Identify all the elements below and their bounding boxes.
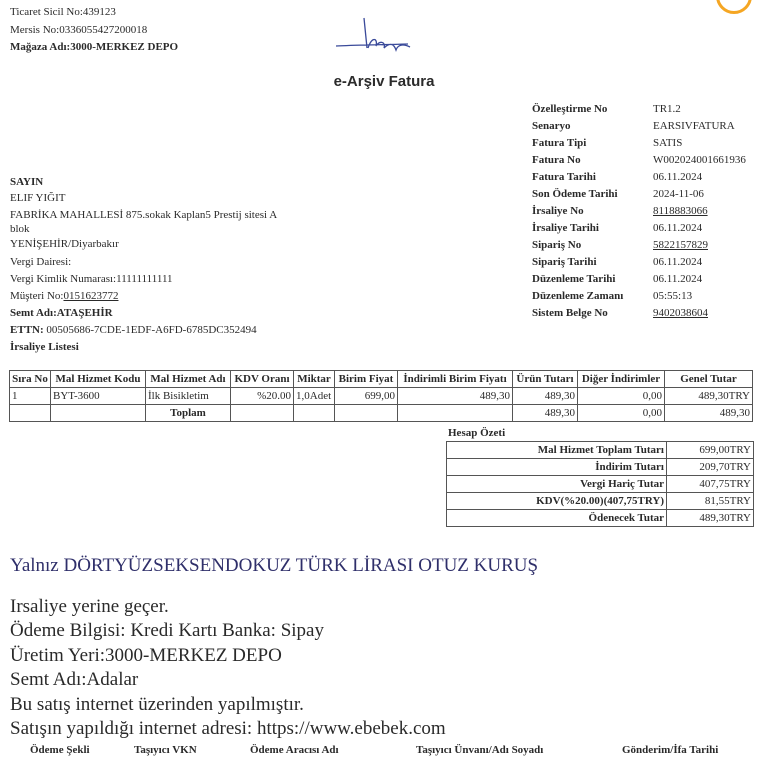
signature-icon [334, 14, 414, 58]
info-row [532, 154, 768, 171]
col-mal-hizmet-kodu: Mal Hizmet Kodu [51, 371, 146, 388]
summary-row: Ödenecek Tutar 489,30TRY [447, 510, 754, 527]
col-diger-indirimler: Diğer İndirimler [578, 371, 665, 388]
info-label: Düzenleme Tarihi [532, 273, 616, 285]
note-line: Semt Adı:Adalar [10, 669, 139, 690]
info-value: 2024-11-06 [653, 188, 704, 200]
info-label: Fatura Tipi [532, 137, 587, 149]
note-line-website[interactable]: Satışın yapıldığı internet adresi: https://www.ebebek.com [10, 718, 446, 739]
info-row [532, 205, 768, 222]
info-value: 06.11.2024 [653, 256, 703, 268]
footer-col-tasiyici-vkn: Taşıyıcı VKN [134, 744, 197, 756]
info-value: 06.11.2024 [653, 273, 703, 285]
cell-miktar: 1,0Adet [294, 388, 335, 405]
info-label: Son Ödeme Tarihi [532, 188, 618, 200]
info-row [532, 290, 768, 307]
info-value: W002024001661936 [653, 154, 746, 166]
total-genel-tutar: 489,30 [665, 405, 753, 422]
cell-urun-tutari: 489,30 [513, 388, 578, 405]
mersis-no: Mersis No:0336055427200018 [10, 24, 148, 36]
document-title: e-Arşiv Fatura [333, 73, 435, 90]
info-value: TR1.2 [653, 103, 681, 115]
summary-row: Vergi Hariç Tutar 407,75TRY [447, 476, 754, 493]
sayin-label: SAYIN [10, 176, 44, 188]
magaza-adi: Mağaza Adı:3000-MERKEZ DEPO [10, 41, 179, 53]
hesap-ozeti-title: Hesap Özeti [448, 427, 506, 439]
cell-indirimli-birim-fiyat: 489,30 [398, 388, 513, 405]
note-line: Bu satış internet üzerinden yapılmıştır. [10, 694, 304, 715]
customer-address: FABRİKA MAHALLESİ 875.sokak Kaplan5 Prestij sitesi A [10, 209, 278, 221]
info-row [532, 222, 768, 239]
customer-address-cont: blok [10, 223, 30, 235]
note-line: Ödeme Bilgisi: Kredi Kartı Banka: Sipay [10, 620, 324, 641]
summary-row: Mal Hizmet Toplam Tutarı 699,00TRY [447, 442, 754, 459]
ettn: ETTN: 00505686-7CDE-1EDF-A6FD-6785DC352494 [10, 324, 257, 336]
col-urun-tutari: Ürün Tutarı [513, 371, 578, 388]
note-line: Üretim Yeri:3000-MERKEZ DEPO [10, 645, 282, 666]
total-diger-indirimler: 0,00 [578, 405, 665, 422]
info-row [532, 307, 768, 324]
col-miktar: Miktar [294, 371, 335, 388]
semt-adi: Semt Adı:ATAŞEHİR [10, 307, 113, 319]
info-value: EARSIVFATURA [653, 120, 735, 132]
footer-col-odeme-araci: Ödeme Aracısı Adı [250, 744, 339, 756]
info-row [532, 188, 768, 205]
col-genel-tutar: Genel Tutar [665, 371, 753, 388]
info-row [532, 239, 768, 256]
irsaliye-listesi: İrsaliye Listesi [10, 341, 79, 353]
cell-birim-fiyat: 699,00 [335, 388, 398, 405]
info-row [532, 171, 768, 188]
amount-in-words: Yalnız DÖRTYÜZSEKSENDOKUZ TÜRK LİRASI OTUZ KURUŞ [10, 555, 539, 576]
info-label: Özelleştirme No [532, 103, 608, 115]
info-row [532, 256, 768, 273]
customer-name: ELIF YIĞIT [10, 192, 66, 204]
info-row [532, 273, 768, 290]
ticaret-sicil: Ticaret Sicil No:439123 [10, 6, 116, 18]
info-label: Fatura No [532, 154, 581, 166]
footer-col-odeme-sekli: Ödeme Şekli [30, 744, 90, 756]
footer-col-tasiyici-unvani: Taşıyıcı Ünvanı/Adı Soyadı [416, 744, 544, 756]
info-value: 06.11.2024 [653, 222, 703, 234]
info-label: Düzenleme Zamanı [532, 290, 624, 302]
info-value: 05:55:13 [653, 290, 693, 302]
items-table-header [10, 371, 753, 388]
logo-icon [716, 0, 752, 14]
col-sira-no: Sıra No [10, 371, 51, 388]
cell-genel-tutar: 489,30TRY [665, 388, 753, 405]
total-urun-tutari: 489,30 [513, 405, 578, 422]
info-label: Sipariş No [532, 239, 582, 251]
info-value-link[interactable]: 8118883066 [653, 205, 708, 217]
info-row [532, 137, 768, 154]
info-label: Sipariş Tarihi [532, 256, 597, 268]
customer-city: YENİŞEHİR/Diyarbakır [10, 238, 119, 250]
summary-row: İndirim Tutarı 209,70TRY [447, 459, 754, 476]
cell-mal-hizmet-kodu: BYT-3600 [51, 388, 146, 405]
vergi-dairesi: Vergi Dairesi: [10, 256, 72, 268]
col-mal-hizmet-adi: Mal Hizmet Adı [146, 371, 231, 388]
col-indirimli-birim-fiyat: İndirimli Birim Fiyatı [398, 371, 513, 388]
table-total-row [10, 405, 753, 422]
info-label: Sistem Belge No [532, 307, 608, 319]
col-birim-fiyat: Birim Fiyat [335, 371, 398, 388]
info-label: İrsaliye Tarihi [532, 222, 599, 234]
total-label: Toplam [146, 405, 231, 422]
info-label: Fatura Tarihi [532, 171, 596, 183]
info-value-link[interactable]: 5822157829 [653, 239, 708, 251]
note-line: Irsaliye yerine geçer. [10, 596, 169, 617]
info-value-link[interactable]: 9402038604 [653, 307, 708, 319]
cell-diger-indirimler: 0,00 [578, 388, 665, 405]
summary-row: KDV(%20.00)(407,75TRY) 81,55TRY [447, 493, 754, 510]
info-value: SATIS [653, 137, 683, 149]
musteri-no: Müşteri No:0151623772 [10, 290, 119, 302]
col-kdv-orani: KDV Oranı [231, 371, 294, 388]
cell-sira-no: 1 [10, 388, 51, 405]
vergi-kimlik-no: Vergi Kimlik Numarası:11111111111 [10, 273, 173, 285]
musteri-no-link[interactable]: 0151623772 [63, 290, 119, 302]
info-label: Senaryo [532, 120, 571, 132]
info-value: 06.11.2024 [653, 171, 703, 183]
info-row [532, 120, 768, 137]
info-label: İrsaliye No [532, 205, 584, 217]
cell-kdv-orani: %20.00 [231, 388, 294, 405]
info-row [532, 103, 768, 120]
footer-col-gonderim-tarihi: Gönderim/İfa Tarihi [622, 744, 719, 756]
items-table [9, 370, 753, 422]
cell-mal-hizmet-adi: İlk Bisikletim [146, 388, 231, 405]
summary-table [446, 441, 754, 527]
table-row [10, 388, 753, 405]
